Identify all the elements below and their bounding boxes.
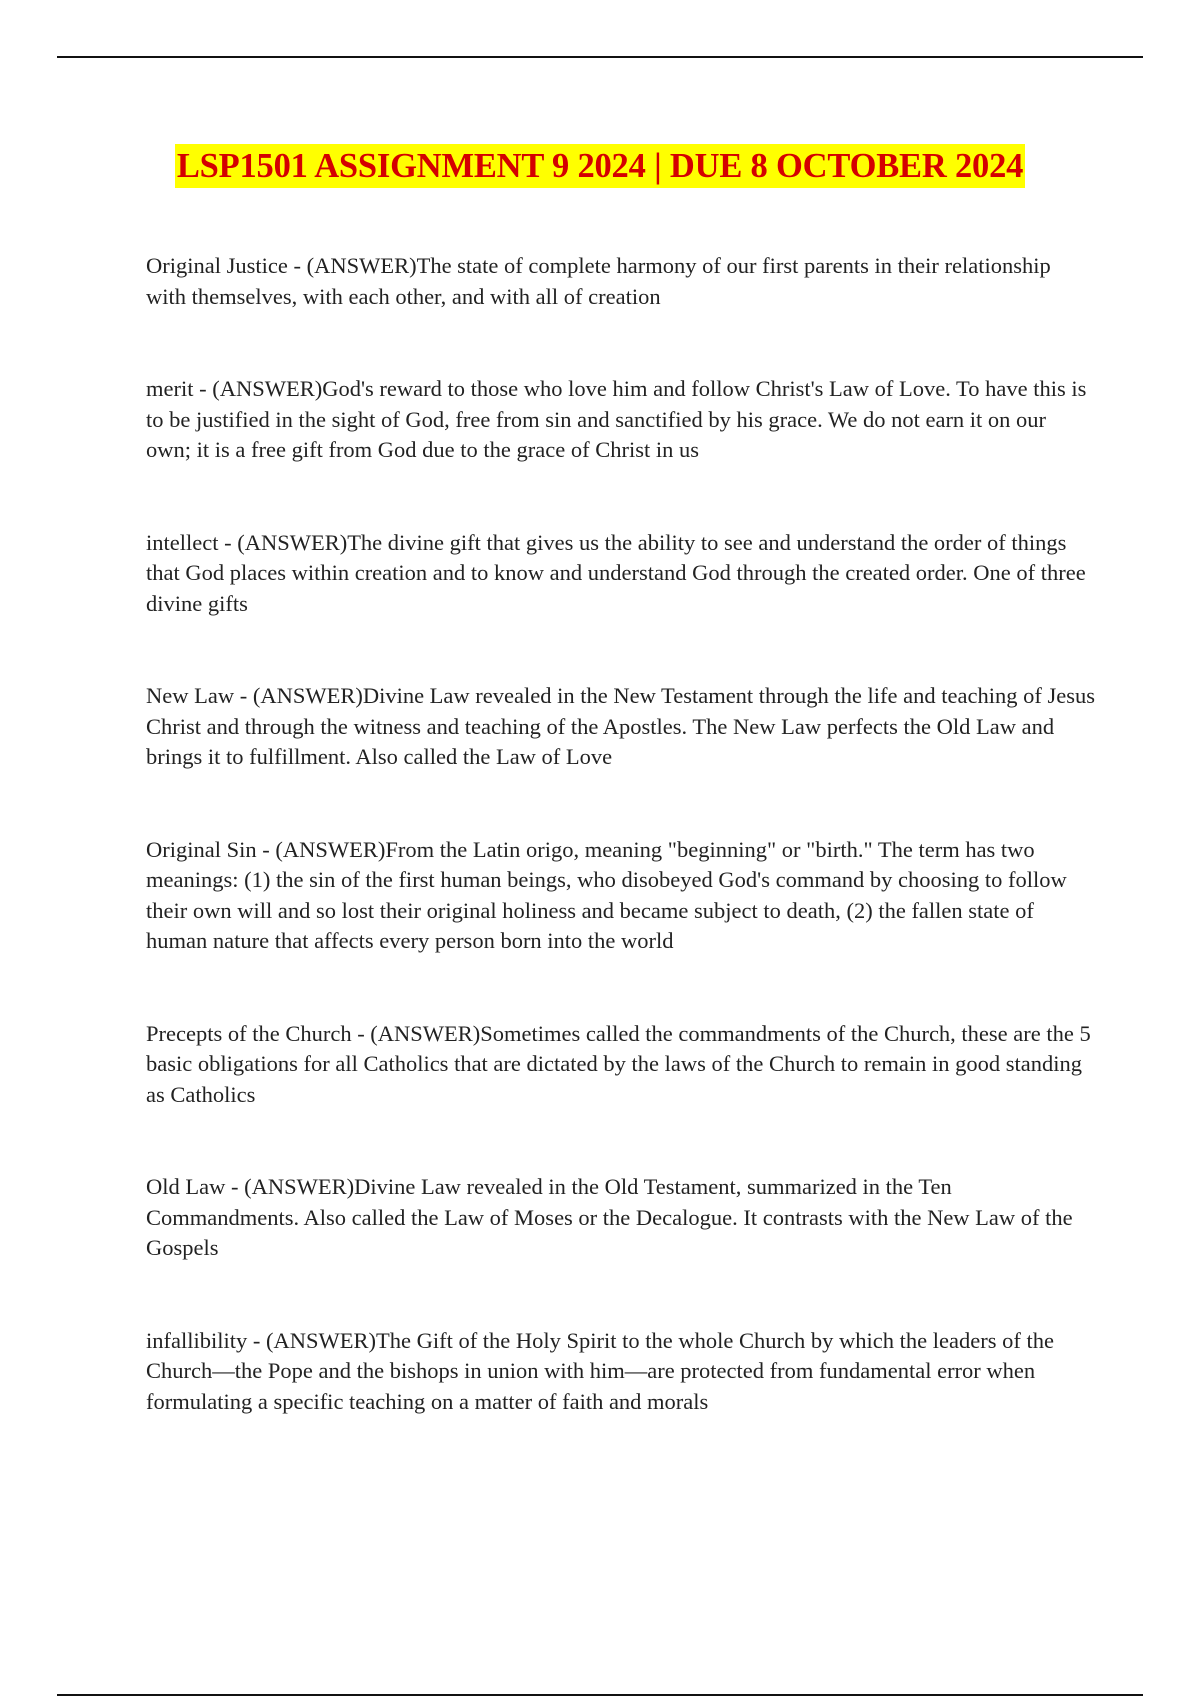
entry-original-justice: Original Justice - (ANSWER)The state of complete harmony of our first parents in their relationship with themselves, with each other, and with all of creation <box>146 253 1051 309</box>
entry-precepts-of-the-church: Precepts of the Church - (ANSWER)Sometimes called the commandments of the Church, these are the 5 basic obligations for all Catholics that are dictated by the laws of the Church to remain in good standing as Catholics <box>146 1020 1091 1107</box>
entry-merit: merit - (ANSWER)God's reward to those who love him and follow Christ's Law of Love. To have this is to be justified in the sight of God, free from sin and sanctified by his grace. We do not earn it on our own; it is a free gift from God due to the grace of Christ in us <box>146 376 1087 462</box>
document-title: LSP1501 ASSIGNMENT 9 2024 | DUE 8 OCTOBER 2024 <box>175 144 1025 188</box>
title-container <box>0 144 1200 188</box>
entry-intellect: intellect - (ANSWER)The divine gift that gives us the ability to see and understand the order of things that God places within creation and to know and understand God through the created order. One of three divine gifts <box>146 529 1086 616</box>
entries-list <box>146 251 1096 1479</box>
entry-infallibility: infallibility - (ANSWER)The Gift of the Holy Spirit to the whole Church by which the leaders of the Church—the Pope and the bishops in union with him—are protected from fundamental error when formulating a specific teaching on a matter of faith and morals <box>146 1327 1054 1414</box>
entry-original-sin: Original Sin - (ANSWER)From the Latin origo, meaning "beginning" or "birth." The term has two meanings: (1) the sin of the first human beings, who disobeyed God's command by choosing to follow their own will and so lost their original holiness and became subject to death, (2) the fallen state of human nature that affects every person born into the world <box>146 836 1067 953</box>
entry-new-law: New Law - (ANSWER)Divine Law revealed in the New Testament through the life and teaching of Jesus Christ and through the witness and teaching of the Apostles. The New Law perfects the Old Law and brings it to fulfillment. Also called the Law of Love <box>146 683 1095 769</box>
top-rule <box>57 56 1143 58</box>
entry-old-law: Old Law - (ANSWER)Divine Law revealed in the Old Testament, summarized in the Ten Commandments. Also called the Law of Moses or the Decalogue. It contrasts with the New Law of the Gospels <box>146 1174 1073 1260</box>
bottom-rule <box>57 1694 1143 1696</box>
